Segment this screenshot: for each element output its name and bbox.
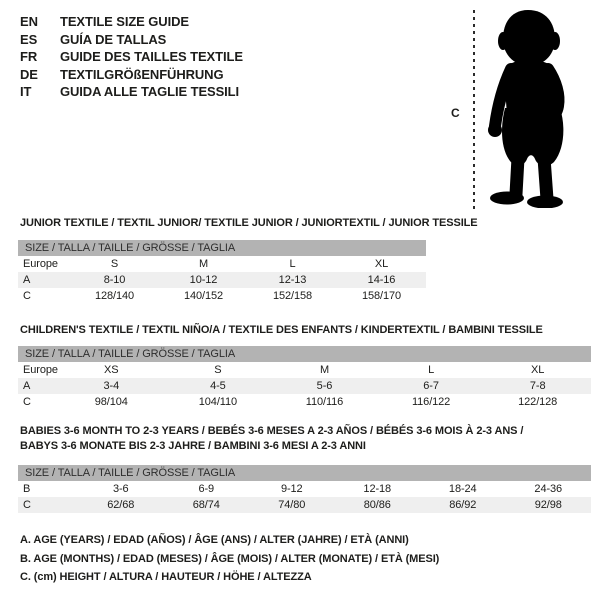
toddler-silhouette-image [482,8,578,208]
table-cell: M [198,258,209,270]
table-cell: XL [374,258,389,270]
table-cell: 68/74 [192,499,220,511]
footnote-a: A. AGE (YEARS) / EDAD (AÑOS) / ÂGE (ANS) / ALTER (JAHRE) / ETÀ (ANNI) [20,534,409,546]
lang-row-fr [20,48,243,66]
size-header-bar: SIZE / TALLA / TAILLE / GRÖSSE / TAGLIA [18,346,591,362]
table-cell: 80/86 [363,499,391,511]
lang-row-de [20,66,243,84]
babies-table-title [20,424,523,454]
table-cell: 98/104 [94,396,128,408]
table-cell: 9-12 [280,483,303,495]
size-header-bar: SIZE / TALLA / TAILLE / GRÖSSE / TAGLIA [18,240,426,256]
table-cell: 4-5 [210,380,226,392]
table-cell: S [214,364,222,376]
row-label: Europe [23,258,58,270]
table-cell: S [110,258,119,270]
row-label: Europe [23,364,58,376]
table-cell: 12-18 [363,483,392,495]
row-label: C [23,290,31,302]
table-cell: 12-13 [278,274,307,286]
table-cell: 3-6 [112,483,129,495]
children-table [18,346,591,410]
table-cell: 24-36 [534,483,563,495]
row-label: B [23,483,31,495]
table-row [18,394,591,410]
footnote-c: C. (cm) HEIGHT / ALTURA / HAUTEUR / HÖHE / ALTEZZA [20,571,312,583]
lang-code: FR [20,49,38,64]
height-measure-dashed-line [473,10,475,210]
row-label: A [23,274,31,286]
table-cell: 122/128 [518,396,558,408]
table-cell: 5-6 [316,380,333,392]
babies-table [18,465,591,513]
table-cell: 128/140 [94,290,135,302]
table-cell: 110/116 [305,396,344,408]
lang-code: ES [20,31,38,47]
table-row [18,272,426,288]
lang-code: EN [20,14,38,29]
junior-table-title: JUNIOR TEXTILE / TEXTIL JUNIOR/ TEXTILE JUNIOR / JUNIORTEXTIL / JUNIOR TESSILE [20,217,478,229]
babies-title-line1: BABIES 3-6 MONTH TO 2-3 YEARS / BEBÉS 3-6 MESES A 2-3 AÑOS / BÉBÉS 3-6 MOIS À 2-3 ANS / [20,425,524,437]
table-cell: 116/122 [411,396,451,408]
table-cell: L [289,258,296,270]
row-label: A [23,380,31,392]
lang-label: GUIDE DES TAILLES TEXTILE [60,49,243,64]
junior-table [18,240,426,304]
row-label: C [23,396,31,408]
table-cell: 18-24 [448,483,477,495]
lang-row-es [20,31,243,49]
table-row [18,378,591,394]
table-cell: L [428,364,435,376]
table-row [18,497,591,513]
language-list [20,13,243,101]
table-row [18,288,426,304]
lang-label: GUÍA DE TALLAS [60,31,167,47]
table-cell: 140/152 [183,290,224,302]
footnotes [20,531,439,587]
table-cell: 10-12 [189,274,218,286]
table-cell: 14-16 [367,274,396,286]
table-cell: 158/170 [361,290,402,302]
lang-code: DE [20,66,38,82]
table-row [18,481,591,497]
table-row [18,256,426,272]
lang-row-en [20,13,243,31]
lang-row-it [20,83,243,101]
size-header-bar: SIZE / TALLA / TAILLE / GRÖSSE / TAGLIA [18,465,591,481]
table-cell: XS [104,364,119,376]
table-cell: 86/92 [449,499,477,511]
table-cell: 104/110 [198,396,238,408]
table-cell: 8-10 [103,274,126,286]
table-cell: 92/98 [534,499,562,511]
table-cell: M [319,364,330,376]
table-cell: 74/80 [278,499,306,511]
table-cell: 6-9 [198,483,215,495]
row-label: C [23,499,31,511]
table-cell: 3-4 [103,380,120,392]
lang-label: GUIDA ALLE TAGLIE TESSILI [60,84,240,99]
lang-label: TEXTILE SIZE GUIDE [60,14,189,29]
lang-label: TEXTILGRÖßENFÜHRUNG [60,66,224,82]
table-cell: 152/158 [272,290,313,302]
height-measure-label: C [451,106,460,120]
table-row [18,362,591,378]
table-cell: 7-8 [529,380,546,392]
lang-code: IT [20,84,32,99]
table-cell: XL [531,364,545,376]
babies-title-line2: BABYS 3-6 MONATE BIS 2-3 JAHRE / BAMBINI 3-6 MESI A 2-3 ANNI [20,440,366,452]
footnote-b: B. AGE (MONTHS) / EDAD (MESES) / ÂGE (MOIS) / ALTER (MONATE) / ETÀ (MESI) [20,552,440,565]
table-cell: 62/68 [107,499,135,511]
children-table-title: CHILDREN'S TEXTILE / TEXTIL NIÑO/A / TEXTILE DES ENFANTS / KINDERTEXTIL / BAMBINI TESSILE [20,324,543,336]
table-cell: 6-7 [423,380,439,392]
